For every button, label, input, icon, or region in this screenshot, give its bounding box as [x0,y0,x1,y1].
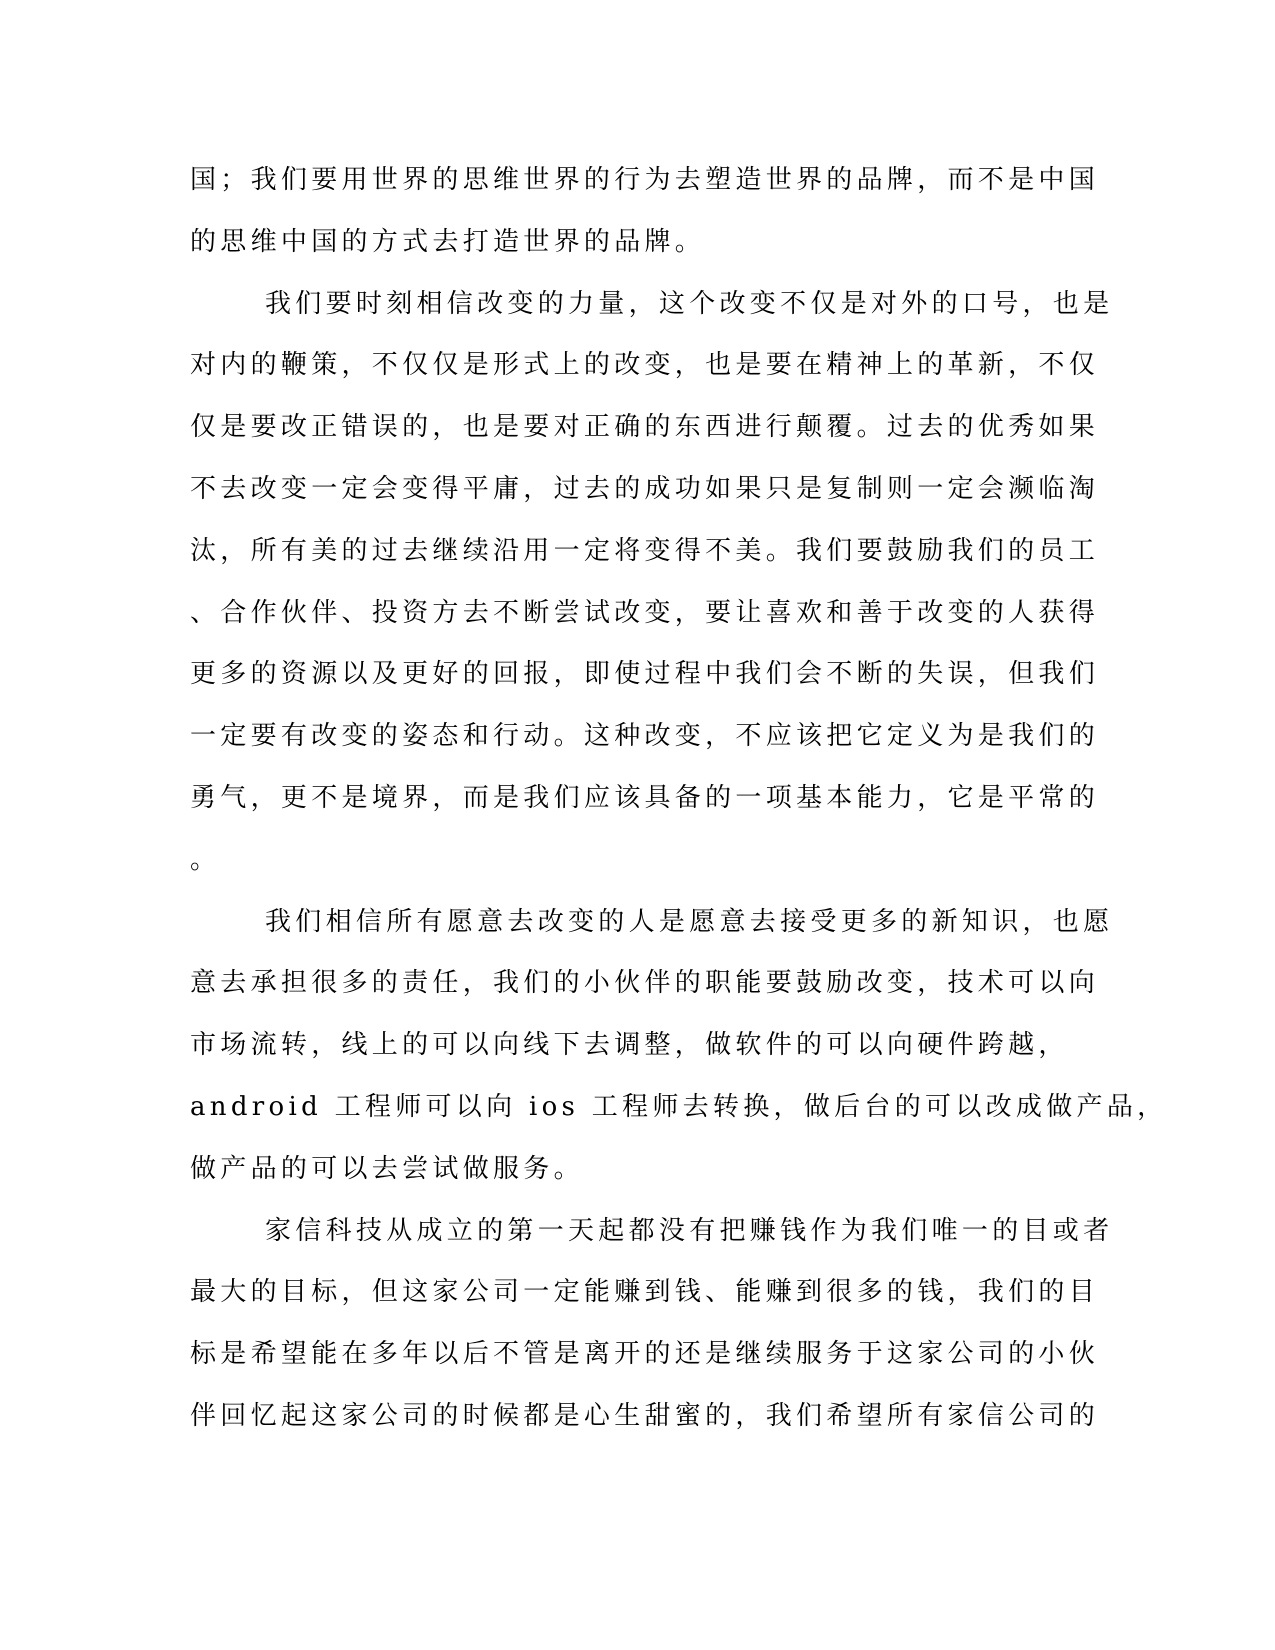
text-line: 一定要有改变的姿态和行动。这种改变，不应该把它定义为是我们的 [190,721,1100,752]
document-body [190,150,1168,1448]
text-line: 国；我们要用世界的思维世界的行为去塑造世界的品牌，而不是中国 [190,165,1100,195]
text-line: 汰，所有美的过去继续沿用一定将变得不美。我们要鼓励我们的员工 [190,535,1100,566]
text-line: 更多的资源以及更好的回报，即使过程中我们会不断的失误，但我们 [190,659,1100,690]
text-line: 伴回忆起这家公司的时候都是心生甜蜜的，我们希望所有家信公司的 [190,1400,1100,1431]
text-line: 的思维中国的方式去打造世界的品牌。 [190,226,706,257]
paragraph-first-line: 家信科技从成立的第一天起都没有把赚钱作为我们唯一的目或者 [265,1215,1114,1246]
text-line: 做产品的可以去尝试做服务。 [190,1153,584,1184]
text-line: 不去改变一定会变得平庸，过去的成功如果只是复制则一定会濒临淘 [190,473,1100,504]
text-line: 市场流转，线上的可以向线下去调整，做软件的可以向硬件跨越， [190,1030,1069,1061]
text-line: 意去承担很多的责任，我们的小伙伴的职能要鼓励改变，技术可以向 [190,968,1100,999]
paragraph-first-line: 我们相信所有愿意去改变的人是愿意去接受更多的新知识，也愿 [265,906,1114,937]
text-line: 标是希望能在多年以后不管是离开的还是继续服务于这家公司的小伙 [190,1339,1100,1370]
text-line: 最大的目标，但这家公司一定能赚到钱、能赚到很多的钱，我们的目 [190,1277,1100,1308]
text-line: 对内的鞭策，不仅仅是形式上的改变，也是要在精神上的革新，不仅 [190,350,1100,381]
text-line: 、合作伙伴、投资方去不断尝试改变，要让喜欢和善于改变的人获得 [190,597,1100,628]
text-line: android 工程师可以向 ios 工程师去转换，做后台的可以改成做产品， [190,1091,1168,1122]
paragraph-first-line: 我们要时刻相信改变的力量，这个改变不仅是对外的口号，也是 [265,288,1114,319]
text-line: 。 [190,844,221,875]
text-line: 仅是要改正错误的，也是要对正确的东西进行颠覆。过去的优秀如果 [190,412,1100,443]
text-line: 勇气，更不是境界，而是我们应该具备的一项基本能力，它是平常的 [190,782,1100,813]
